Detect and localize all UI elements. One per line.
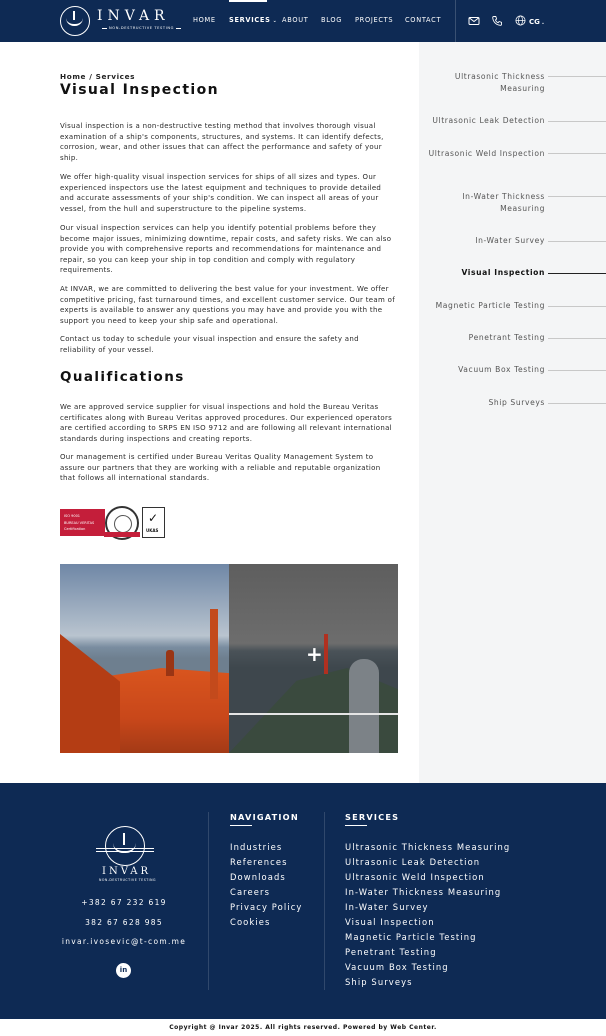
- globe-icon: [515, 15, 526, 26]
- side-item-ultrasonic-thickness[interactable]: Ultrasonic Thickness Measuring: [454, 72, 545, 93]
- side-item-ultrasonic-weld[interactable]: Ultrasonic Weld Inspection: [428, 149, 545, 158]
- nav-projects[interactable]: PROJECTS: [355, 16, 394, 24]
- side-item-line: [548, 403, 606, 404]
- expand-plus-icon[interactable]: +: [306, 642, 323, 666]
- footer-service-ultrasonic-thickness[interactable]: Ultrasonic Thickness Measuring: [345, 842, 511, 852]
- footer-service-ultrasonic-leak[interactable]: Ultrasonic Leak Detection: [345, 857, 481, 867]
- crown-check-icon: ✓: [148, 511, 159, 525]
- ukas-label: UKAS: [146, 528, 159, 533]
- side-item-line-active: [548, 273, 606, 274]
- side-item-line: [548, 370, 606, 371]
- offer-paragraph: We offer high-quality visual inspection services for ships of all sizes and types. Our experienced inspectors use the latest equipment and techniques to provide detailed and accurate assessments of your ship's condition. We can inspect all areas of your vessel, from the hull and superstructure to the pipeline systems.: [60, 173, 382, 213]
- footer-link-downloads[interactable]: Downloads: [230, 872, 286, 882]
- side-item-line: [548, 121, 606, 122]
- side-item-vacuum-box[interactable]: Vacuum Box Testing: [458, 365, 545, 374]
- footer-divider: [324, 812, 325, 990]
- value-paragraph: At INVAR, we are committed to delivering the best value for your investment. We offer competitive pricing, fast turnaround times, and excellent customer service. Our team of experts is available to answer any questions you may have and provide you with the support you need to keep your ship safe and operational.: [60, 285, 395, 325]
- photo-mast: [324, 634, 328, 674]
- orange-deck-photo: [60, 564, 229, 753]
- nav-about[interactable]: ABOUT: [282, 16, 309, 24]
- nav-active-indicator: [229, 0, 267, 2]
- nav-services[interactable]: [229, 16, 277, 24]
- photo-rail: [60, 634, 120, 753]
- side-item-line: [548, 196, 606, 197]
- side-item-magnetic-particle[interactable]: Magnetic Particle Testing: [435, 301, 545, 310]
- language-code: CG: [529, 18, 540, 26]
- brand-name: INVAR: [97, 8, 170, 24]
- copyright-text: Copyright @ Invar 2025. All rights reserved. Powered by: [169, 1024, 391, 1031]
- footer-link-industries[interactable]: Industries: [230, 842, 283, 852]
- side-item-in-water-survey[interactable]: In-Water Survey: [475, 236, 545, 245]
- phone-icon[interactable]: [491, 15, 503, 27]
- footer-brand-tagline: NON-DESTRUCTIVE TESTING: [99, 878, 156, 882]
- side-item-line: [548, 306, 606, 307]
- benefits-paragraph: Our visual inspection services can help you identify potential problems before they become major issues, minimizing downtime, repair costs, and safety risks. We can also provide you with comprehensive reports and recommendations for maintenance and repair, so you can keep your ship in top condition and comply with regulatory requirements.: [60, 224, 392, 274]
- inspection-photo-gallery[interactable]: [60, 564, 398, 753]
- bv-line-2: BUREAU VERITAS: [64, 521, 95, 525]
- footer-phone-1[interactable]: +382 67 232 619: [81, 898, 167, 907]
- management-paragraph: Our management is certified under Bureau Veritas Quality Management System to assure our partners that they are working with a reliable and reputable organization that follows all international standards.: [60, 453, 381, 482]
- brand-tagline: NON-DESTRUCTIVE TESTING: [100, 26, 183, 30]
- photo-crane: [210, 609, 218, 699]
- intro-paragraph: Visual inspection is a non-destructive testing method that involves thorough visual examination of a ship's components, structures, and systems. It can identify defects, corrosion, wear, and other issues that can affect the performance and safety of your ship.: [60, 122, 384, 162]
- footer-divider: [208, 812, 209, 990]
- nav-blog[interactable]: BLOG: [321, 16, 343, 24]
- side-item-visual-inspection[interactable]: Visual Inspection: [461, 268, 545, 277]
- side-item-line: [548, 153, 606, 154]
- side-item-line: [548, 76, 606, 77]
- site-header: [0, 0, 606, 42]
- footer-service-ship-surveys[interactable]: Ship Surveys: [345, 977, 413, 987]
- contact-paragraph: Contact us today to schedule your visual inspection and ensure the safety and reliability of your vessel.: [60, 335, 359, 354]
- photo-inspector: [166, 650, 174, 676]
- footer-service-in-water-thickness[interactable]: In-Water Thickness Measuring: [345, 887, 502, 897]
- language-selector[interactable]: [515, 15, 545, 26]
- ship-emblem-icon: [105, 826, 145, 866]
- footer-email[interactable]: invar.ivosevic@t-com.me: [61, 937, 187, 946]
- nav-contact[interactable]: CONTACT: [405, 16, 442, 24]
- footer-service-visual-inspection[interactable]: Visual Inspection: [345, 917, 435, 927]
- page-title: Visual Inspection: [60, 82, 220, 98]
- web-center-link[interactable]: Web Center.: [390, 1024, 437, 1031]
- ship-emblem-icon: [60, 6, 90, 36]
- ukas-badge: [142, 507, 165, 538]
- linkedin-icon[interactable]: in: [116, 963, 131, 978]
- footer-services-heading: SERVICES: [345, 812, 400, 822]
- side-item-ultrasonic-leak[interactable]: Ultrasonic Leak Detection: [432, 116, 545, 125]
- chevron-down-icon: ⌄: [272, 18, 278, 24]
- bv-line-3: Certification: [64, 527, 86, 531]
- side-item-line: [548, 338, 606, 339]
- qualifications-title: Qualifications: [60, 369, 185, 385]
- qualifications-paragraph: We are approved service supplier for visual inspections and hold the Bureau Veritas certificates along with Bureau Veritas approved procedures. Our experienced operators are certified according to SRPS EN ISO 9712 and are following all relevant international standards during inspections and creating reports.: [60, 403, 393, 443]
- seal-ribbon: [104, 532, 140, 537]
- footer-navigation-heading: NAVIGATION: [230, 812, 299, 822]
- footer-link-privacy[interactable]: Privacy Policy: [230, 902, 303, 912]
- footer-link-careers[interactable]: Careers: [230, 887, 271, 897]
- side-item-ship-surveys[interactable]: Ship Surveys: [488, 398, 545, 407]
- footer-service-magnetic-particle[interactable]: Magnetic Particle Testing: [345, 932, 477, 942]
- mail-icon[interactable]: [468, 15, 480, 27]
- footer-service-in-water-survey[interactable]: In-Water Survey: [345, 902, 429, 912]
- breadcrumb[interactable]: Home / Services: [60, 72, 136, 81]
- brand-logo[interactable]: [60, 6, 175, 36]
- photo-rails: [229, 713, 398, 753]
- emblem-bars: [96, 848, 154, 852]
- bureau-veritas-certificate: [60, 509, 105, 536]
- footer-phone-2[interactable]: 382 67 628 985: [85, 918, 163, 927]
- footer-link-references[interactable]: References: [230, 857, 288, 867]
- nav-home[interactable]: HOME: [193, 16, 216, 24]
- bv-line-1: ISO 9001: [64, 514, 81, 518]
- header-divider: [455, 0, 456, 42]
- side-item-penetrant[interactable]: Penetrant Testing: [468, 333, 545, 342]
- footer-service-ultrasonic-weld[interactable]: Ultrasonic Weld Inspection: [345, 872, 485, 882]
- copyright-bar: [0, 1019, 606, 1036]
- footer-brand-name: INVAR: [102, 866, 151, 877]
- nav-services-label: SERVICES: [229, 16, 271, 24]
- footer-service-penetrant[interactable]: Penetrant Testing: [345, 947, 437, 957]
- footer-link-cookies[interactable]: Cookies: [230, 917, 271, 927]
- chevron-down-icon: ⌄: [540, 20, 546, 26]
- side-item-line: [548, 241, 606, 242]
- side-item-in-water-thickness[interactable]: In-Water Thickness Measuring: [462, 192, 545, 213]
- footer-service-vacuum-box[interactable]: Vacuum Box Testing: [345, 962, 449, 972]
